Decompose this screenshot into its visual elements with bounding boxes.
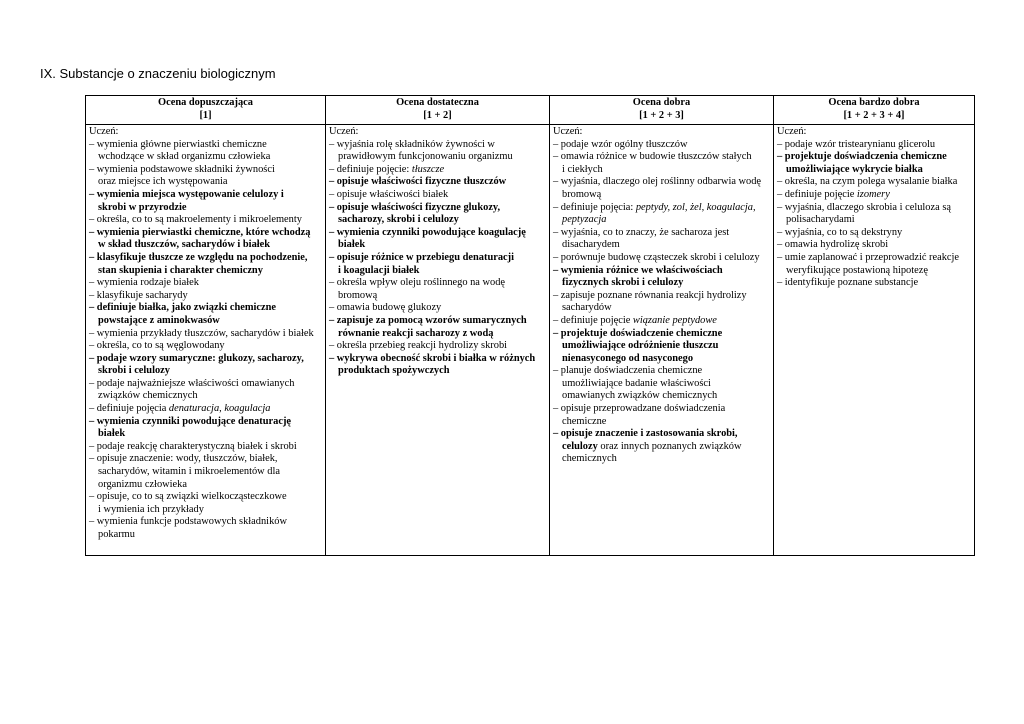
criteria-line bbox=[329, 315, 546, 328]
cell-dostateczna bbox=[326, 125, 550, 556]
criteria-line bbox=[89, 453, 322, 466]
header-level: [1 + 2 + 3] bbox=[639, 110, 684, 121]
criteria-text: Uczeń: bbox=[329, 126, 359, 137]
criteria-text: skrobi w przyrodzie bbox=[98, 201, 187, 213]
criteria-text: – wyjaśnia, co to są dekstryny bbox=[777, 226, 903, 238]
criteria-text: sacharozy, skrobi i celulozy bbox=[338, 214, 459, 226]
criteria-line bbox=[329, 151, 546, 164]
criteria-text: powstające z aminokwasów bbox=[98, 314, 220, 326]
criteria-line bbox=[553, 302, 770, 315]
criteria-text: organizmu człowieka bbox=[98, 478, 187, 490]
criteria-text: – wymienia pierwiastki chemiczne, które wchodzą bbox=[89, 226, 311, 238]
criteria-line bbox=[329, 328, 546, 341]
criteria-text: – wymienia miejsca występowanie celulozy i bbox=[89, 188, 284, 200]
criteria-line bbox=[553, 252, 770, 265]
criteria-line bbox=[777, 265, 971, 278]
criteria-text: – wyjaśnia rolę składników żywności w bbox=[329, 138, 495, 150]
criteria-text: oraz miejsce ich występowania bbox=[98, 176, 228, 188]
header-dopuszczajaca bbox=[86, 96, 326, 125]
criteria-line bbox=[89, 265, 322, 278]
criteria-text: wchodzące w skład organizmu człowieka bbox=[98, 151, 271, 163]
criteria-line bbox=[329, 239, 546, 252]
criteria-line bbox=[89, 139, 322, 152]
criteria-text: produktach spożywczych bbox=[338, 365, 450, 377]
criteria-term: peptydy, zol, żel, koagulacja, bbox=[635, 201, 756, 213]
criteria-text: i ciekłych bbox=[562, 163, 603, 175]
criteria-line bbox=[89, 189, 322, 202]
header-dobra bbox=[550, 96, 774, 125]
criteria-text: – opisuje znaczenie i zastosowania skrobi, bbox=[553, 428, 738, 440]
criteria-line bbox=[777, 252, 971, 265]
criteria-line bbox=[777, 126, 971, 139]
criteria-line bbox=[777, 227, 971, 240]
criteria-text: – wymienia rodzaje białek bbox=[89, 277, 199, 289]
criteria-text: umożliwiające odróżnienie tłuszczu bbox=[562, 340, 719, 352]
criteria-line bbox=[89, 302, 322, 315]
criteria-text: – określa, co to są węglowodany bbox=[89, 340, 225, 352]
header-row bbox=[86, 96, 975, 125]
criteria-line bbox=[329, 277, 546, 290]
criteria-term: wiązanie peptydowe bbox=[632, 314, 717, 326]
criteria-line bbox=[553, 189, 770, 202]
criteria-line bbox=[89, 277, 322, 290]
criteria-text: – podaje wzór ogólny tłuszczów bbox=[553, 138, 688, 150]
criteria-line bbox=[553, 328, 770, 341]
criteria-line bbox=[553, 139, 770, 152]
header-name: Ocena dobra bbox=[632, 97, 691, 109]
criteria-line bbox=[553, 202, 770, 215]
criteria-text: – omawia hydrolizę skrobi bbox=[777, 239, 889, 251]
criteria-text: – zapisuje za pomocą wzorów sumarycznych bbox=[329, 314, 527, 326]
header-name: Ocena dostateczna bbox=[396, 97, 479, 109]
criteria-text: prawidłowym funkcjonowaniu organizmu bbox=[338, 151, 513, 163]
criteria-text: – wymienia przykłady tłuszczów, sacharydów i białek bbox=[89, 327, 314, 339]
cell-dopuszczajaca bbox=[86, 125, 326, 556]
criteria-text: – zapisuje poznane równania reakcji hydrolizy bbox=[553, 289, 747, 301]
criteria-text: białek bbox=[338, 239, 366, 251]
criteria-text: weryfikujące postawioną hipotezę bbox=[786, 264, 928, 276]
criteria-line bbox=[553, 378, 770, 391]
criteria-text: – wymienia czynniki powodujące koagulację bbox=[329, 226, 526, 238]
criteria-text: – definiuje pojęcie bbox=[777, 188, 857, 200]
criteria-text: – definiuje białka, jako związki chemiczne bbox=[89, 302, 277, 314]
criteria-text: stan skupienia i charakter chemiczny bbox=[98, 264, 263, 276]
criteria-text: – definiuje pojęcie bbox=[553, 314, 633, 326]
criteria-line bbox=[89, 239, 322, 252]
content-row bbox=[86, 125, 975, 556]
criteria-text: chemicznych bbox=[562, 453, 617, 465]
criteria-line bbox=[553, 453, 770, 466]
criteria-line bbox=[553, 265, 770, 278]
criteria-line bbox=[553, 277, 770, 290]
criteria-line bbox=[329, 126, 546, 139]
criteria-text: skrobi i celulozy bbox=[98, 365, 170, 377]
criteria-line bbox=[777, 176, 971, 189]
criteria-text: w skład tłuszczów, sacharydów i białek bbox=[98, 239, 271, 251]
criteria-text: – określa, co to są makroelementy i mikroelementy bbox=[89, 214, 302, 226]
criteria-line bbox=[89, 529, 322, 542]
criteria-line bbox=[329, 340, 546, 353]
criteria-line bbox=[329, 290, 546, 303]
criteria-line bbox=[89, 126, 322, 139]
criteria-text: – wymienia różnice we właściwościach bbox=[553, 264, 723, 276]
criteria-line bbox=[329, 302, 546, 315]
criteria-line bbox=[89, 290, 322, 303]
criteria-line bbox=[329, 227, 546, 240]
criteria-text-rest: oraz innych poznanych związków bbox=[597, 440, 742, 452]
criteria-text: – wyjaśnia, co to znaczy, że sacharoza jest bbox=[553, 226, 730, 238]
criteria-line bbox=[89, 378, 322, 391]
criteria-line bbox=[89, 390, 322, 403]
criteria-line bbox=[777, 239, 971, 252]
criteria-text: sacharydów bbox=[562, 302, 612, 314]
criteria-line bbox=[329, 353, 546, 366]
criteria-line bbox=[777, 277, 971, 290]
criteria-line bbox=[89, 176, 322, 189]
criteria-line bbox=[553, 227, 770, 240]
criteria-text: i wymienia ich przykłady bbox=[98, 503, 204, 515]
criteria-term: peptyzacja bbox=[562, 214, 607, 226]
cell-dobra bbox=[550, 125, 774, 556]
criteria-text: białek bbox=[98, 428, 126, 440]
criteria-text: chemiczne bbox=[562, 415, 607, 427]
criteria-text: fizycznych skrobi i celulozy bbox=[562, 277, 684, 289]
criteria-line bbox=[89, 479, 322, 492]
criteria-text: – definiuje pojęcia bbox=[89, 403, 169, 415]
criteria-line bbox=[553, 315, 770, 328]
criteria-text: – określa przebieg reakcji hydrolizy skrobi bbox=[329, 340, 508, 352]
criteria-text: Uczeń: bbox=[553, 126, 583, 137]
criteria-text: – wymienia główne pierwiastki chemiczne bbox=[89, 138, 267, 150]
criteria-text: – projektuje doświadczenia chemiczne bbox=[777, 151, 947, 163]
criteria-line bbox=[553, 365, 770, 378]
criteria-text: – określa, na czym polega wysalanie białka bbox=[777, 176, 958, 188]
criteria-text: – określa wpływ oleju roślinnego na wodę bbox=[329, 277, 506, 289]
criteria-line bbox=[553, 164, 770, 177]
criteria-line bbox=[553, 239, 770, 252]
criteria-text: – projektuje doświadczenie chemiczne bbox=[553, 327, 723, 339]
criteria-line bbox=[89, 403, 322, 416]
criteria-line bbox=[89, 202, 322, 215]
criteria-line bbox=[329, 265, 546, 278]
criteria-term: tłuszcze bbox=[411, 163, 445, 175]
criteria-line bbox=[89, 504, 322, 517]
criteria-line bbox=[329, 365, 546, 378]
criteria-line bbox=[89, 353, 322, 366]
criteria-line bbox=[777, 189, 971, 202]
criteria-text: – omawia budowę glukozy bbox=[329, 302, 442, 314]
criteria-line bbox=[553, 176, 770, 189]
criteria-line bbox=[89, 441, 322, 454]
criteria-line bbox=[89, 516, 322, 529]
criteria-line bbox=[777, 139, 971, 152]
criteria-line bbox=[777, 202, 971, 215]
criteria-line bbox=[89, 365, 322, 378]
criteria-text: – opisuje znaczenie: wody, tłuszczów, białek, bbox=[89, 453, 278, 465]
criteria-text: umożliwiające badanie właściwości bbox=[562, 377, 711, 389]
criteria-text: – podaje wzory sumaryczne: glukozy, sacharozy, bbox=[89, 352, 304, 364]
criteria-line bbox=[89, 164, 322, 177]
criteria-line bbox=[89, 328, 322, 341]
criteria-text: – podaje reakcję charakterystyczną białek i skrobi bbox=[89, 440, 297, 452]
criteria-text: – opisuje przeprowadzane doświadczenia bbox=[553, 403, 726, 415]
criteria-text: – definiuje pojęcie: bbox=[329, 163, 412, 175]
criteria-line bbox=[89, 428, 322, 441]
criteria-line bbox=[329, 252, 546, 265]
criteria-line bbox=[553, 428, 770, 441]
criteria-line bbox=[89, 466, 322, 479]
criteria-text: pokarmu bbox=[98, 529, 135, 540]
criteria-line bbox=[89, 416, 322, 429]
criteria-line bbox=[329, 189, 546, 202]
criteria-line bbox=[329, 139, 546, 152]
criteria-text: umożliwiające wykrycie białka bbox=[786, 163, 923, 175]
grading-table bbox=[85, 95, 975, 556]
header-level: [1 + 2] bbox=[423, 110, 452, 121]
criteria-text: – klasyfikuje sacharydy bbox=[89, 289, 188, 301]
criteria-text: bromową bbox=[338, 289, 378, 301]
criteria-text: – identyfikuje poznane substancje bbox=[777, 277, 919, 289]
criteria-text: Uczeń: bbox=[777, 126, 807, 137]
criteria-line bbox=[329, 214, 546, 227]
criteria-line bbox=[89, 491, 322, 504]
criteria-text: nienasyconego od nasyconego bbox=[562, 352, 694, 364]
criteria-text: – opisuje, co to są związki wielkocząsteczkowe bbox=[89, 491, 287, 503]
page-title: IX. Substancje o znaczeniu biologicznym bbox=[40, 66, 276, 81]
criteria-text: – wymienia funkcje podstawowych składników bbox=[89, 516, 287, 528]
criteria-line bbox=[777, 151, 971, 164]
criteria-text: – opisuje różnice w przebiegu denaturacji bbox=[329, 251, 514, 263]
criteria-line bbox=[329, 176, 546, 189]
criteria-text: polisacharydami bbox=[786, 214, 855, 226]
cell-bardzo-dobra bbox=[774, 125, 975, 556]
criteria-line bbox=[777, 164, 971, 177]
criteria-line bbox=[89, 252, 322, 265]
criteria-text: – opisuje właściwości fizyczne tłuszczów bbox=[329, 176, 507, 188]
criteria-text: – podaje najważniejsze właściwości omawianych bbox=[89, 377, 295, 389]
criteria-term: denaturacja, koagulacja bbox=[168, 403, 271, 415]
criteria-line bbox=[89, 227, 322, 240]
criteria-text: – klasyfikuje tłuszcze ze względu na pochodzenie, bbox=[89, 251, 308, 263]
criteria-text: – definiuje pojęcia: bbox=[553, 201, 636, 213]
criteria-text: związków chemicznych bbox=[98, 390, 198, 402]
criteria-line bbox=[89, 315, 322, 328]
criteria-line bbox=[89, 151, 322, 164]
criteria-text: – opisuje właściwości białek bbox=[329, 188, 449, 200]
criteria-line bbox=[553, 126, 770, 139]
criteria-text: – podaje wzór tristearynianu glicerolu bbox=[777, 138, 936, 150]
criteria-text: i koagulacji białek bbox=[338, 264, 420, 276]
criteria-text: równanie reakcji sacharozy z wodą bbox=[338, 327, 494, 339]
header-level: [1 + 2 + 3 + 4] bbox=[843, 110, 905, 121]
criteria-text: – wykrywa obecność skrobi i białka w różnych bbox=[329, 352, 536, 364]
criteria-line bbox=[553, 340, 770, 353]
criteria-text: – planuje doświadczenia chemiczne bbox=[553, 365, 703, 377]
criteria-text: – umie zaplanować i przeprowadzić reakcje bbox=[777, 251, 960, 263]
criteria-line bbox=[553, 151, 770, 164]
header-level: [1] bbox=[199, 110, 212, 121]
criteria-line bbox=[553, 403, 770, 416]
criteria-text: – porównuje budowę cząsteczek skrobi i celulozy bbox=[553, 251, 760, 263]
criteria-line bbox=[553, 290, 770, 303]
header-name: Ocena bardzo dobra bbox=[828, 97, 920, 109]
criteria-text: bromową bbox=[562, 188, 602, 200]
criteria-line bbox=[553, 214, 770, 227]
criteria-line bbox=[553, 416, 770, 429]
criteria-line bbox=[553, 353, 770, 366]
criteria-line bbox=[329, 202, 546, 215]
criteria-text: celulozy bbox=[562, 440, 598, 452]
header-name: Ocena dopuszczająca bbox=[158, 97, 253, 109]
criteria-line bbox=[553, 390, 770, 403]
header-bardzo-dobra bbox=[774, 96, 975, 125]
criteria-text: – wyjaśnia, dlaczego olej roślinny odbarwia wodę bbox=[553, 176, 762, 188]
criteria-text: – wymienia podstawowe składniki żywności bbox=[89, 163, 275, 175]
criteria-line bbox=[553, 441, 770, 454]
criteria-text: – opisuje właściwości fizyczne glukozy, bbox=[329, 201, 501, 213]
criteria-text: – omawia różnice w budowie tłuszczów stałych bbox=[553, 151, 752, 163]
header-dostateczna bbox=[326, 96, 550, 125]
criteria-line bbox=[89, 214, 322, 227]
criteria-text: – wymienia czynniki powodujące denaturację bbox=[89, 415, 292, 427]
criteria-line bbox=[777, 214, 971, 227]
criteria-text: – wyjaśnia, dlaczego skrobia i celuloza są bbox=[777, 201, 951, 213]
criteria-text: Uczeń: bbox=[89, 126, 119, 137]
criteria-text: omawianych związków chemicznych bbox=[562, 390, 718, 402]
criteria-text: disacharydem bbox=[562, 239, 620, 251]
criteria-text: sacharydów, witamin i mikroelementów dla bbox=[98, 466, 280, 478]
criteria-term: izomery bbox=[856, 188, 890, 200]
criteria-line bbox=[89, 340, 322, 353]
criteria-line bbox=[329, 164, 546, 177]
